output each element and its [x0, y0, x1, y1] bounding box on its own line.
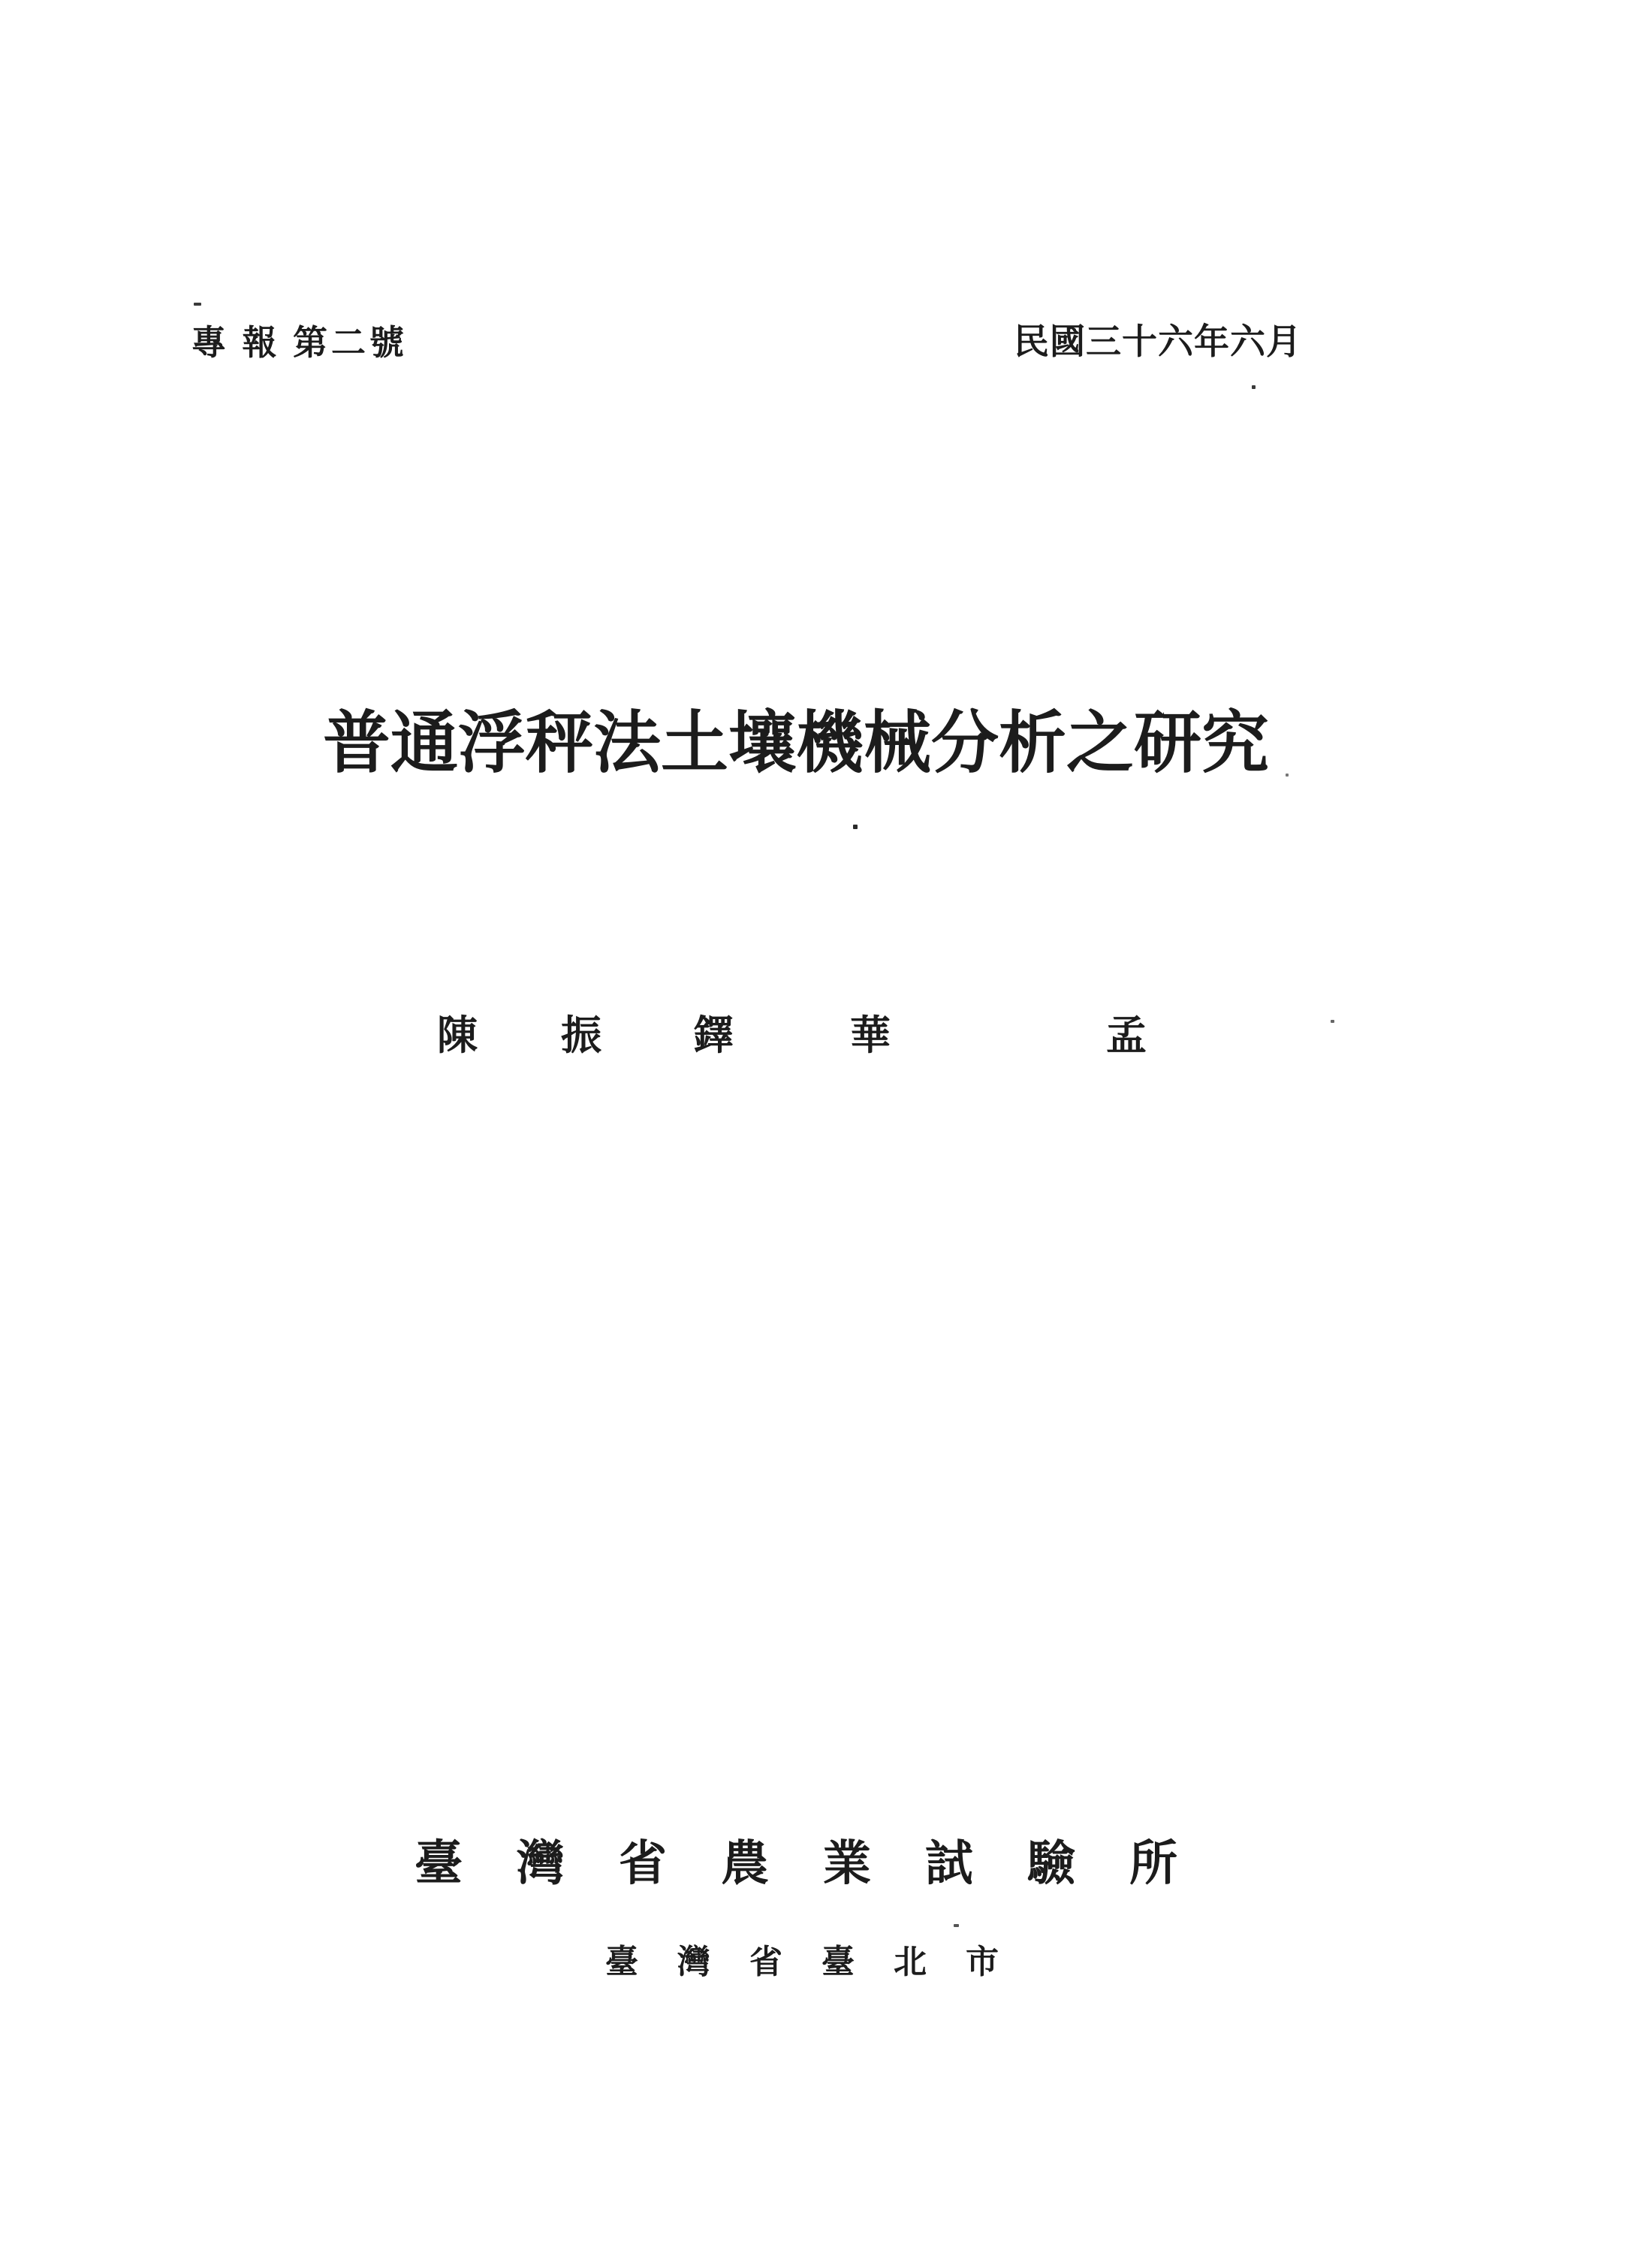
scan-speck	[853, 825, 858, 829]
scan-speck	[194, 303, 201, 306]
author-char-5: 孟	[1106, 1013, 1147, 1058]
scan-speck	[1286, 774, 1289, 777]
series-number-label: 專 報 第二號	[191, 324, 408, 362]
author-char-1: 陳	[437, 1013, 478, 1058]
author-char-3: 鐸	[693, 1013, 734, 1058]
institution-name: 臺灣省農業試驗所	[415, 1837, 1231, 1890]
author-char-4: 華	[850, 1013, 891, 1058]
scan-speck	[1331, 1020, 1334, 1023]
authors-line	[437, 1003, 1173, 1056]
institution-location: 臺灣省臺北市	[605, 1944, 1038, 1980]
document-title: 普通浮秤法土壤機械分析之研究	[323, 707, 1269, 781]
publication-date-label: 民國三十六年六月	[1014, 323, 1302, 362]
author-char-2: 振	[561, 1013, 601, 1058]
scan-speck	[954, 1924, 959, 1927]
scan-speck	[1252, 385, 1256, 389]
